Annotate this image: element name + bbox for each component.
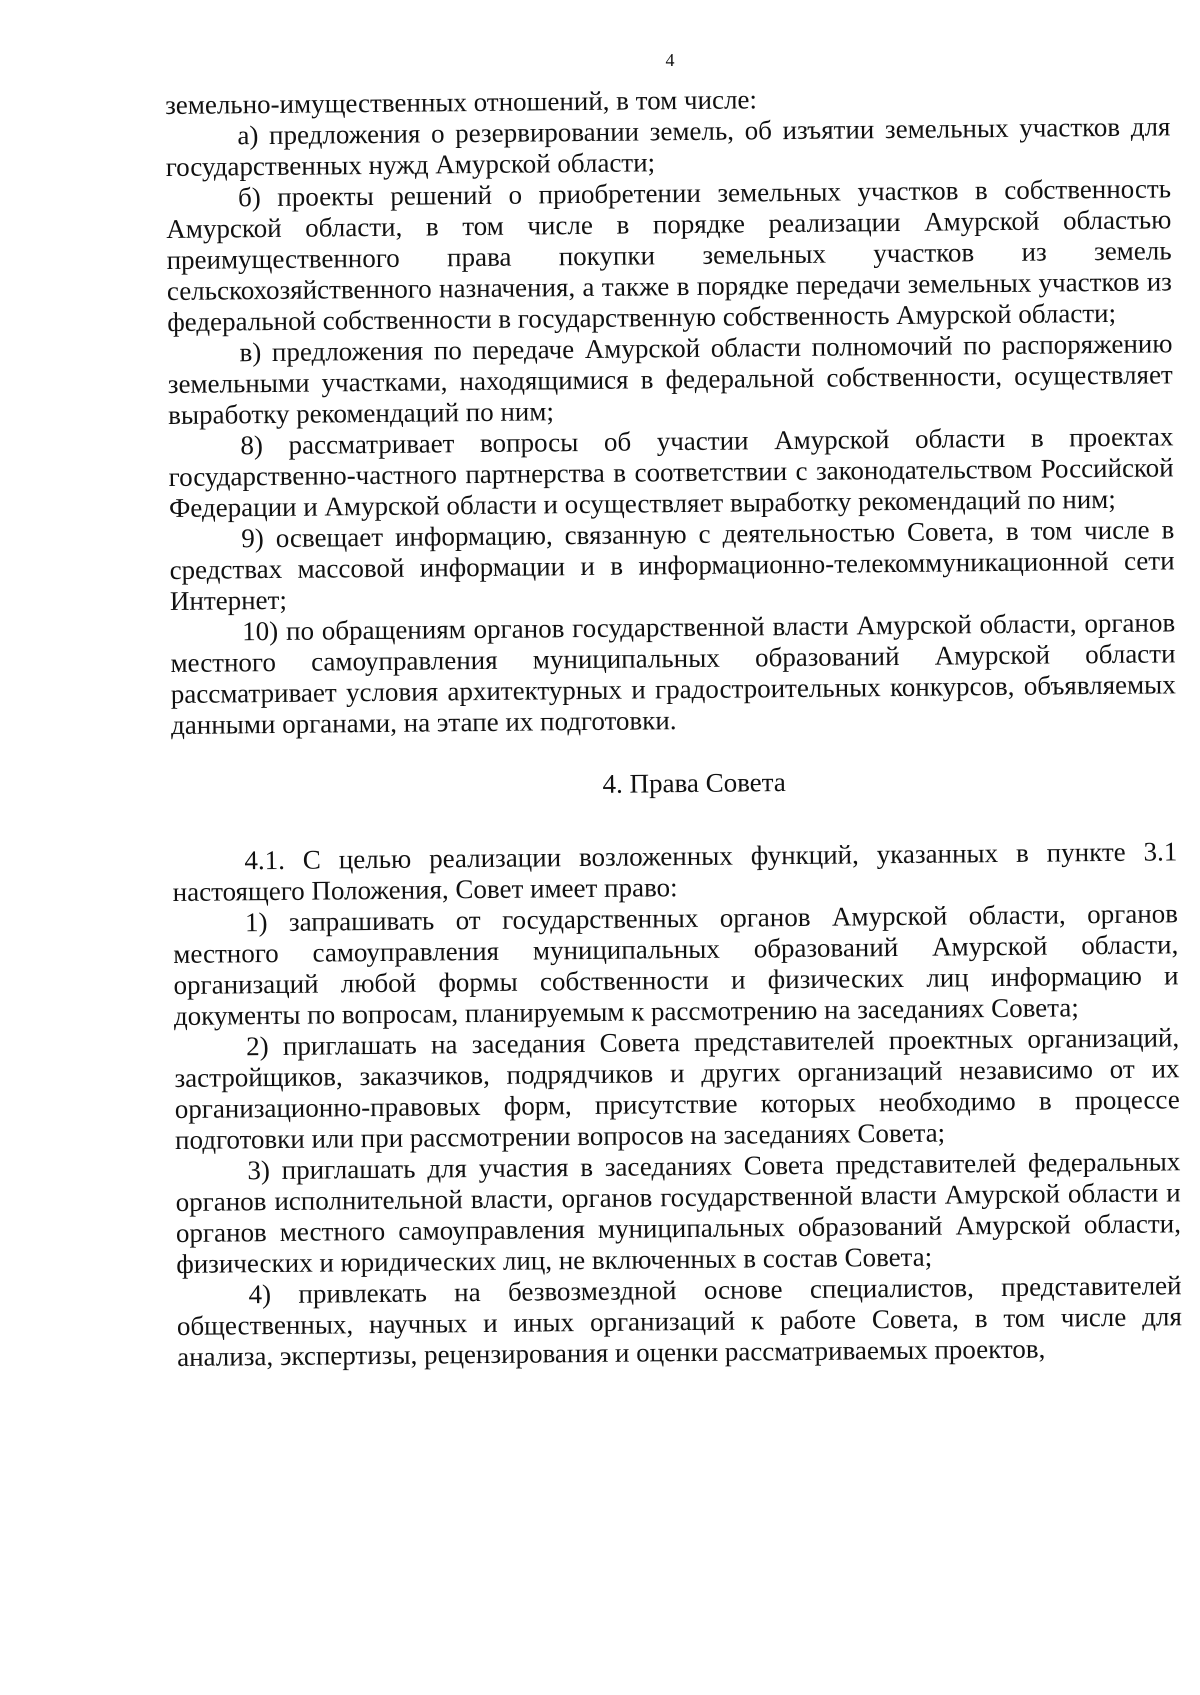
paragraph: 9) освещает информацию, связанную с деятельностью Совета, в том числе в средствах массовой информации и в информационно-телекоммуникационной сети Интернет; <box>169 514 1175 616</box>
paragraph: 1) запрашивать от государственных органов Амурской области, органов местного самоуправления муниципальных образований Амурской области, организаций любой формы собственности и физических лиц информацию и документы по вопросам, планируемым к рассмотрению на заседаниях Совета; <box>173 898 1179 1031</box>
paragraph: земельно-имущественных отношений, в том числе: <box>165 84 758 120</box>
paragraph: б) проекты решений о приобретении земельных участков в собственность Амурской области, в том числе в порядке реализации Амурской областью преимущественного права покупки земельных участков из земель сельскохозяйственного назначения, а также в порядке передачи земельных участков из федеральной собственности в государственную собственность Амурской области; <box>166 173 1173 337</box>
paragraphs-after-heading <box>172 836 1182 1373</box>
paragraph: 8) рассматривает вопросы об участии Амурской области в проектах государственно-частного партнерства в соответствии с законодательством Российской Федерации и Амурской области и осуществляет выработку рекомендаций по ним; <box>168 421 1174 523</box>
paragraph: 2) приглашать на заседания Совета представителей проектных организаций, застройщиков, заказчиков, подрядчиков и других организаций независимо от их организационно-правовых форм, присутствие которых необходимо в процессе подготовки или при рассмотрении вопросов на заседаниях Совета; <box>174 1022 1180 1155</box>
paragraph: 4) привлекать на безвозмездной основе специалистов, представителей общественных, научных и иных организаций к работе Совета, в том числе для анализа, экспертизы, рецензирования и оценки рассматриваемых проектов, <box>176 1270 1182 1372</box>
paragraph: 3) приглашать для участия в заседаниях Совета представителей федеральных органов исполнительной власти, органов государственной власти Амурской области и органов местного самоуправления муниципальных образований Амурской области, физических и юридических лиц, не включенных в состав Совета; <box>175 1146 1182 1279</box>
paragraph: в) предложения по передаче Амурской области полномочий по распоряжению земельными участками, находящимися в федеральной собственности, осуществляет выработку рекомендаций по ним; <box>167 328 1173 430</box>
paragraph: 10) по обращениям органов государственной власти Амурской области, органов местного самоуправления муниципальных образований Амурской области рассматривает условия архитектурных и градостроительных конкурсов, объявляемых данными органами, на этапе их подготовки. <box>170 607 1176 740</box>
paragraph: 4.1. С целью реализации возложенных функций, указанных в пункте 3.1 настоящего Положения, Совет имеет право: <box>172 836 1178 907</box>
page-number: 4 <box>665 50 675 70</box>
paragraphs-before-heading <box>165 80 1176 741</box>
paragraph: а) предложения о резервировании земель, об изъятии земельных участков для государственных нужд Амурской области; <box>165 111 1171 182</box>
section-heading: 4. Права Совета <box>602 767 786 799</box>
document-body <box>165 80 1182 1373</box>
